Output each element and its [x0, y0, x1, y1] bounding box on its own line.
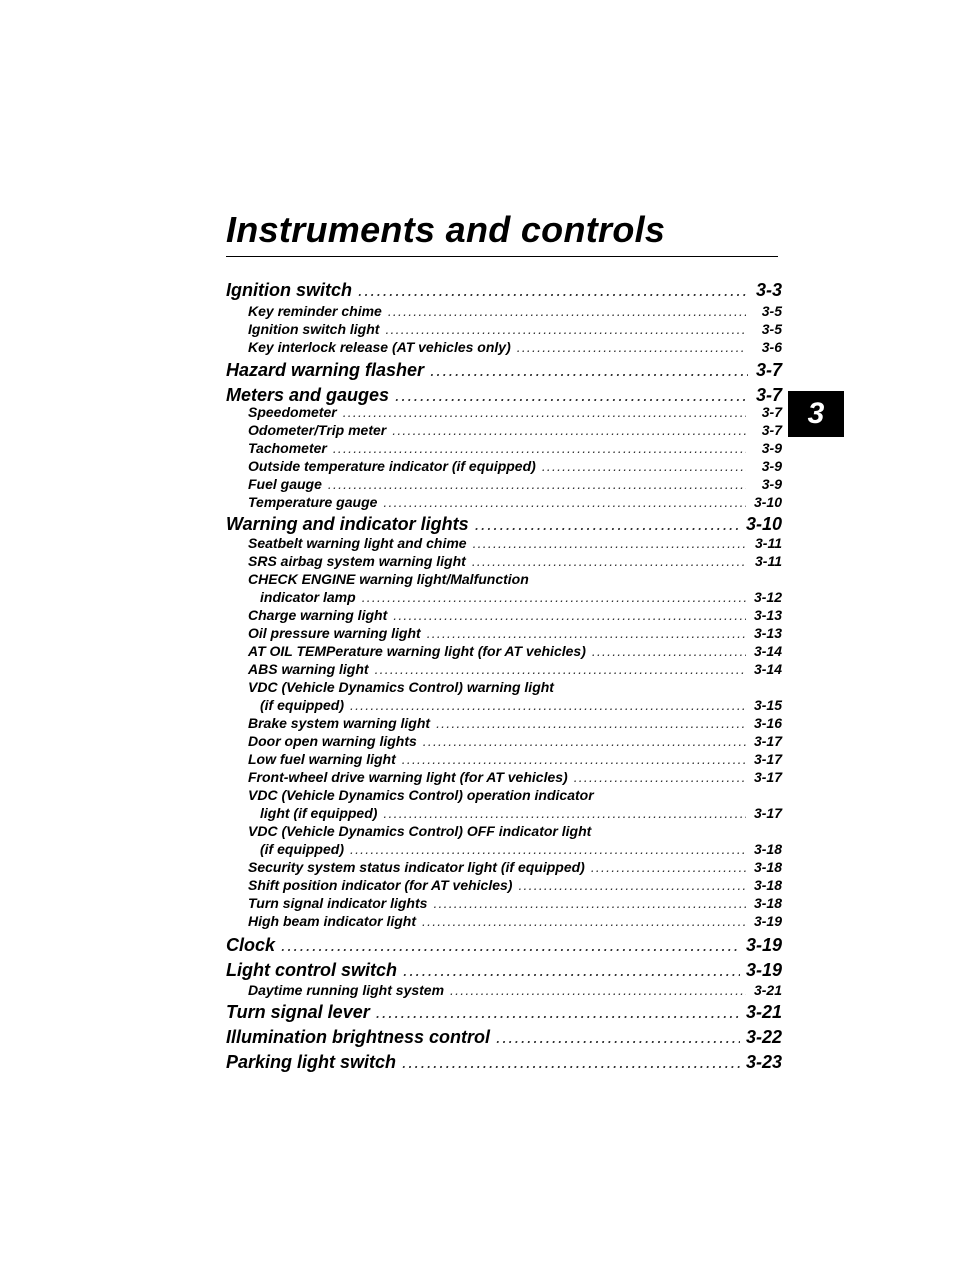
dot-leader [402, 1052, 740, 1073]
toc-entry-label: Security system status indicator light (if equipped) [248, 859, 585, 875]
toc-entry[interactable] [248, 751, 782, 767]
dot-leader [542, 458, 746, 474]
toc-entry-label: Oil pressure warning light [248, 625, 421, 641]
toc-entry-page: 3-10 [745, 514, 782, 534]
dot-leader [383, 805, 746, 821]
toc-entry-page: 3-16 [753, 715, 782, 731]
toc-entry-label: Light control switch [226, 960, 397, 980]
toc-entry-page: 3-7 [755, 385, 782, 405]
toc-entry-label: Meters and gauges [226, 385, 390, 405]
toc-entry-page: 3-18 [753, 895, 782, 911]
toc-entry-first-line[interactable]: VDC (Vehicle Dynamics Control) operation indicator [248, 787, 594, 803]
toc-entry-label: Illumination brightness control [226, 1027, 491, 1047]
toc-entry-page: 3-21 [753, 982, 782, 998]
toc-entry[interactable] [260, 841, 782, 857]
toc-entry-label: Door open warning lights [248, 733, 417, 749]
toc-entry[interactable] [226, 360, 782, 381]
toc-entry-page: 3-7 [761, 404, 782, 420]
toc-entry-label: ABS warning light [248, 661, 369, 677]
toc-entry-page: 3-14 [753, 643, 782, 659]
toc-entry[interactable] [248, 661, 782, 677]
dot-leader [430, 360, 748, 381]
dot-leader [383, 494, 746, 510]
toc-entry-label: Odometer/Trip meter [248, 422, 387, 438]
toc-entry-page: 3-14 [753, 661, 782, 677]
toc-entry[interactable] [248, 982, 782, 998]
dot-leader [333, 440, 746, 456]
toc-entry-page: 3-18 [753, 841, 782, 857]
toc-entry[interactable] [226, 514, 782, 535]
dot-leader [395, 385, 748, 406]
dot-leader [328, 476, 746, 492]
toc-entry[interactable] [248, 859, 782, 875]
toc-entry[interactable] [248, 913, 782, 929]
dot-leader [472, 553, 746, 569]
toc-entry-label: Ignition switch light [248, 321, 380, 337]
toc-entry-label: Parking light switch [226, 1052, 397, 1072]
toc-entry-label: Key reminder chime [248, 303, 382, 319]
toc-entry-label: Tachometer [248, 440, 327, 456]
toc-entry[interactable] [260, 805, 782, 821]
toc-entry[interactable] [248, 339, 782, 355]
toc-entry-page: 3-7 [755, 360, 782, 380]
toc-entry-page: 3-3 [755, 280, 782, 300]
toc-entry[interactable] [226, 935, 782, 956]
toc-entry-label: Warning and indicator lights [226, 514, 469, 534]
toc-entry-label: Shift position indicator (for AT vehicles) [248, 877, 513, 893]
toc-entry-page: 3-18 [753, 877, 782, 893]
toc-entry[interactable] [248, 422, 782, 438]
toc-entry-page: 3-22 [745, 1027, 782, 1047]
toc-entry-page: 3-9 [761, 476, 782, 492]
dot-leader [350, 841, 746, 857]
toc-entry-first-line[interactable]: VDC (Vehicle Dynamics Control) warning light [248, 679, 554, 695]
dot-leader [574, 769, 746, 785]
toc-entry[interactable] [226, 280, 782, 301]
toc-entry[interactable] [248, 895, 782, 911]
toc-entry-page: 3-17 [753, 751, 782, 767]
toc-entry-label: Clock [226, 935, 276, 955]
toc-entry[interactable] [248, 321, 782, 337]
toc-entry[interactable] [248, 404, 782, 420]
dot-leader [475, 514, 740, 535]
toc-entry-page: 3-15 [753, 697, 782, 713]
toc-entry-label: light (if equipped) [260, 805, 378, 821]
toc-entry-label: SRS airbag system warning light [248, 553, 466, 569]
chapter-title: Instruments and controls [226, 209, 666, 250]
toc-entry-label: Temperature gauge [248, 494, 378, 510]
dot-leader [436, 715, 746, 731]
toc-entry-page: 3-6 [761, 339, 782, 355]
toc-entry-page: 3-5 [761, 321, 782, 337]
toc-entry-page: 3-10 [753, 494, 782, 510]
toc-entry[interactable] [226, 1052, 782, 1073]
dot-leader [433, 895, 746, 911]
toc-entry-page: 3-11 [755, 553, 782, 569]
chapter-tab [788, 391, 844, 437]
toc-entry[interactable] [248, 303, 782, 319]
toc-entry-page: 3-23 [745, 1052, 782, 1072]
dot-leader [358, 280, 748, 301]
dot-leader [423, 733, 746, 749]
toc-entry-first-line[interactable]: CHECK ENGINE warning light/Malfunction [248, 571, 529, 587]
dot-leader [393, 607, 746, 623]
toc-entry-label: High beam indicator light [248, 913, 417, 929]
toc-entry[interactable] [248, 494, 782, 510]
toc-entry-label: Turn signal lever [226, 1002, 370, 1022]
dot-leader [392, 422, 746, 438]
toc-entry-page: 3-18 [753, 859, 782, 875]
toc-entry[interactable] [248, 643, 782, 659]
toc-entry-label: Fuel gauge [248, 476, 322, 492]
toc-entry-label: Key interlock release (AT vehicles only) [248, 339, 511, 355]
toc-entry-label: Brake system warning light [248, 715, 431, 731]
toc-entry-page: 3-9 [761, 440, 782, 456]
dot-leader [375, 661, 746, 677]
toc-entry-label: Front-wheel drive warning light (for AT vehicles) [248, 769, 568, 785]
dot-leader [450, 982, 746, 998]
toc-entry-page: 3-11 [755, 535, 782, 551]
dot-leader [402, 751, 746, 767]
toc-entry-label: Low fuel warning light [248, 751, 396, 767]
toc-entry[interactable] [260, 697, 782, 713]
dot-leader [385, 321, 746, 337]
toc-entry[interactable] [248, 877, 782, 893]
dot-leader [518, 877, 746, 893]
toc-entry-page: 3-21 [745, 1002, 782, 1022]
dot-leader [422, 913, 746, 929]
toc-entry-label: Outside temperature indicator (if equipped) [248, 458, 536, 474]
dot-leader [350, 697, 746, 713]
toc-entry-label: Turn signal indicator lights [248, 895, 428, 911]
toc-entry-page: 3-19 [745, 960, 782, 980]
toc-entry-page: 3-17 [753, 769, 782, 785]
toc-entry-page: 3-17 [753, 733, 782, 749]
toc-entry-page: 3-17 [753, 805, 782, 821]
dot-leader [592, 643, 746, 659]
toc-entry[interactable] [248, 553, 782, 569]
toc-entry-label: Hazard warning flasher [226, 360, 425, 380]
toc-entry-first-line[interactable]: VDC (Vehicle Dynamics Control) OFF indicator light [248, 823, 592, 839]
dot-leader [591, 859, 746, 875]
dot-leader [343, 404, 746, 420]
toc-entry[interactable] [248, 733, 782, 749]
toc-entry-label: Speedometer [248, 404, 337, 420]
dot-leader [388, 303, 746, 319]
toc-entry-page: 3-19 [745, 935, 782, 955]
toc-entry[interactable] [248, 458, 782, 474]
toc-entry[interactable] [226, 1027, 782, 1048]
toc-entry[interactable] [248, 607, 782, 623]
toc-entry-page: 3-13 [753, 625, 782, 641]
toc-entry[interactable] [226, 960, 782, 981]
toc-entry-label: Charge warning light [248, 607, 388, 623]
toc-entry[interactable] [226, 385, 782, 406]
dot-leader [281, 935, 740, 956]
toc-entry[interactable] [248, 769, 782, 785]
dot-leader [427, 625, 746, 641]
dot-leader [403, 960, 740, 981]
toc-entry-label: Ignition switch [226, 280, 352, 300]
toc-entry-page: 3-7 [761, 422, 782, 438]
toc-entry-page: 3-9 [761, 458, 782, 474]
toc-entry-label: (if equipped) [260, 841, 344, 857]
toc-entry[interactable] [248, 476, 782, 492]
dot-leader [517, 339, 746, 355]
toc-entry-label: AT OIL TEMPerature warning light (for AT vehicles) [248, 643, 586, 659]
toc-entry[interactable] [248, 625, 782, 641]
dot-leader [496, 1027, 740, 1048]
toc-entry[interactable] [248, 535, 782, 551]
toc-entry-label: Daytime running light system [248, 982, 445, 998]
toc-entry-page: 3-19 [753, 913, 782, 929]
title-divider [226, 256, 778, 257]
toc-entry-label: indicator lamp [260, 589, 356, 605]
toc-entry-page: 3-13 [753, 607, 782, 623]
dot-leader [362, 589, 746, 605]
toc-entry[interactable] [226, 1002, 782, 1023]
chapter-tab-number: 3 [807, 397, 825, 430]
dot-leader [473, 535, 746, 551]
toc-entry[interactable] [248, 440, 782, 456]
dot-leader [376, 1002, 740, 1023]
toc-entry[interactable] [260, 589, 782, 605]
toc-entry-page: 3-12 [753, 589, 782, 605]
toc-entry-page: 3-5 [761, 303, 782, 319]
toc-entry[interactable] [248, 715, 782, 731]
toc-entry-label: (if equipped) [260, 697, 344, 713]
toc-entry-label: Seatbelt warning light and chime [248, 535, 467, 551]
